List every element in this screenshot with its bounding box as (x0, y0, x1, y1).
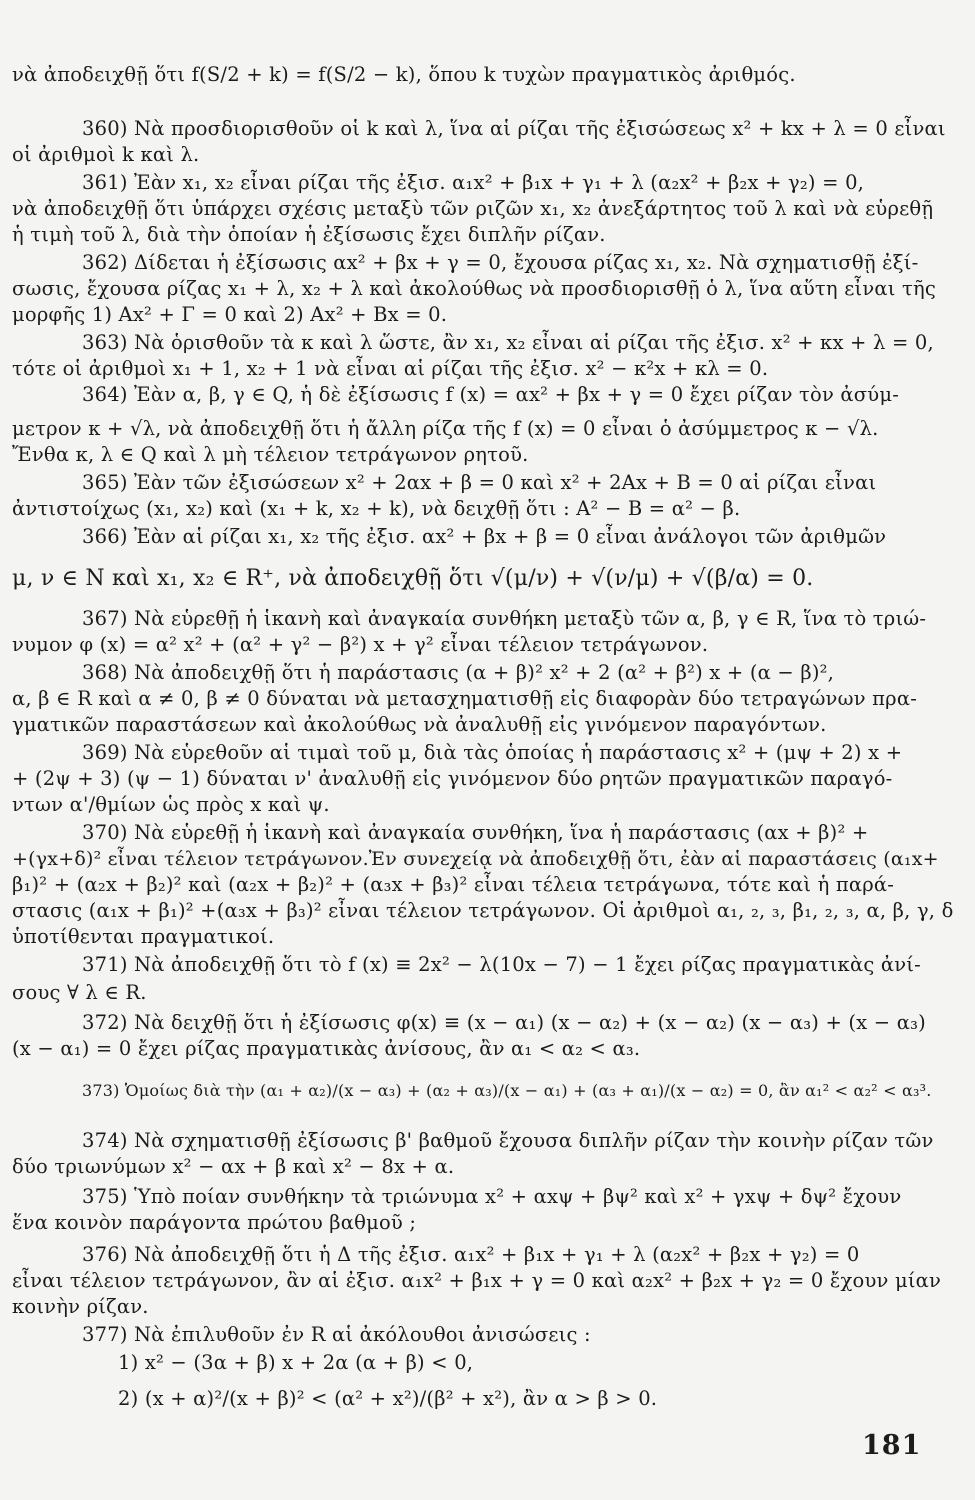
page-number: 181 (862, 1430, 922, 1461)
text-line: Ἔνθα κ, λ ∈ Q καὶ λ μὴ τέλειον τετράγωνον ρητοῦ. (12, 443, 529, 466)
text-line: 373) Ὁμοίως διὰ τὴν (α₁ + α₂)/(x − α₃) + (α₂ + α₃)/(x − α₁) + (α₃ + α₁)/(x − α₂) = 0, ἂν α₁² < α₂² < α₃³. (82, 1081, 932, 1100)
text-line: κοινὴν ρίζαν. (12, 1295, 149, 1318)
text-line: 365) Ἐὰν τῶν ἐξισώσεων x² + 2αx + β = 0 καὶ x² + 2Ax + B = 0 αἱ ρίζαι εἶναι (82, 471, 877, 494)
text-line: α, β ∈ R καὶ α ≠ 0, β ≠ 0 δύναται νὰ μετασχηματισθῇ εἰς διαφορὰν δύο τετραγώνων πρα- (12, 687, 918, 710)
text-line: 366) Ἐὰν αἱ ρίζαι x₁, x₂ τῆς ἐξισ. αx² + βx + β = 0 εἶναι ἀνάλογοι τῶν ἀριθμῶν (82, 525, 887, 548)
text-line: νὰ ἀποδειχθῇ ὅτι f(S/2 + k) = f(S/2 − k), ὅπου k τυχὼν πραγματικὸς ἀριθμός. (12, 63, 796, 86)
text-line: σωσις, ἔχουσα ρίζας x₁ + λ, x₂ + λ καὶ ἀκολούθως νὰ προσδιορισθῇ ὁ λ, ἵνα αὕτη εἶναι τῆς (12, 277, 937, 300)
text-line: ἕνα κοινὸν παράγοντα πρώτου βαθμοῦ ; (12, 1211, 417, 1234)
text-line: 376) Νὰ ἀποδειχθῇ ὅτι ἡ Δ τῆς ἐξισ. α₁x² + β₁x + γ₁ + λ (α₂x² + β₂x + γ₂) = 0 (82, 1243, 860, 1266)
text-line: στασις (α₁x + β₁)² +(α₃x + β₃)² εἶναι τέλειον τετράγωνον. Οἱ ἀριθμοὶ α₁, ₂, ₃, β₁, ₂, ₃, α, β, γ, δ (12, 899, 954, 922)
text-line: (x − α₁) = 0 ἔχει ρίζας πραγματικὰς ἀνίσους, ἂν α₁ < α₂ < α₃. (12, 1037, 641, 1060)
text-line: +(γx+δ)² εἶναι τέλειον τετράγωνον.Ἐν συνεχείᾳ νὰ ἀποδειχθῇ ὅτι, ἐὰν αἱ παραστάσεις (α₁x+ (12, 848, 939, 870)
text-line: μ, ν ∈ N καὶ x₁, x₂ ∈ R⁺, νὰ ἀποδειχθῇ ὅτι √(μ/ν) + √(ν/μ) + √(β/α) = 0. (12, 566, 814, 591)
text-line: 363) Νὰ ὁρισθοῦν τὰ κ καὶ λ ὥστε, ἂν x₁, x₂ εἶναι αἱ ρίζαι τῆς ἐξισ. x² + κx + λ = 0, (82, 331, 934, 354)
text-line: οἱ ἀριθμοὶ k καὶ λ. (12, 143, 200, 166)
text-line: γματικῶν παραστάσεων καὶ ἀκολούθως νὰ ἀναλυθῇ εἰς γινόμενον παραγόντων. (12, 713, 827, 736)
text-line: σους ∀ λ ∈ R. (12, 981, 147, 1004)
text-line: ντων α'/θμίων ὡς πρὸς x καὶ ψ. (12, 793, 330, 816)
text-line: 374) Νὰ σχηματισθῇ ἐξίσωσις β' βαθμοῦ ἔχουσα διπλῆν ρίζαν τὴν κοινὴν ρίζαν τῶν (82, 1129, 934, 1152)
text-line: β₁)² + (α₂x + β₂)² καὶ (α₂x + β₂)² + (α₃x + β₃)² εἶναι τέλεια τετράγωνα, τότε καὶ ἡ παρά- (12, 873, 895, 896)
text-line: 361) Ἐὰν x₁, x₂ εἶναι ρίζαι τῆς ἐξισ. α₁x² + β₁x + γ₁ + λ (α₂x² + β₂x + γ₂) = 0, (82, 171, 865, 194)
text-line: 371) Νὰ ἀποδειχθῇ ὅτι τὸ f (x) ≡ 2x² − λ(10x − 7) − 1 ἔχει ρίζας πραγματικὰς ἀνί- (82, 953, 921, 976)
text-line: 2) (x + α)²/(x + β)² < (α² + x²)/(β² + x²), ἂν α > β > 0. (118, 1387, 658, 1410)
text-line: νυμον φ (x) = α² x² + (α² + γ² − β²) x + γ² εἶναι τέλειον τετράγωνον. (12, 633, 709, 656)
text-line: εἶναι τέλειον τετράγωνον, ἂν αἱ ἐξισ. α₁x² + β₁x + γ = 0 καὶ α₂x² + β₂x + γ₂ = 0 ἔχουν μίαν (12, 1269, 942, 1292)
text-line: ἡ τιμὴ τοῦ λ, διὰ τὴν ὁποίαν ἡ ἐξίσωσις ἔχει διπλῆν ρίζαν. (12, 223, 606, 246)
text-line: νὰ ἀποδειχθῇ ὅτι ὑπάρχει σχέσις μεταξὺ τῶν ριζῶν x₁, x₂ ἀνεξάρτητος τοῦ λ καὶ νὰ εὑρεθῇ (12, 197, 934, 220)
text-line: 367) Νὰ εὑρεθῇ ἡ ἱκανὴ καὶ ἀναγκαία συνθήκη μεταξὺ τῶν α, β, γ ∈ R, ἵνα τὸ τριώ- (82, 607, 927, 630)
text-line: 362) Δίδεται ἡ ἐξίσωσις αx² + βx + γ = 0, ἔχουσα ρίζας x₁, x₂. Νὰ σχηματισθῇ ἐξί- (82, 251, 919, 274)
text-line: ἀντιστοίχως (x₁, x₂) καὶ (x₁ + k, x₂ + k), νὰ δειχθῇ ὅτι : A² − B = α² − β. (12, 497, 741, 520)
text-line: 364) Ἐὰν α, β, γ ∈ Q, ἡ δὲ ἐξίσωσις f (x) = αx² + βx + γ = 0 ἔχει ρίζαν τὸν ἀσύμ- (82, 383, 900, 406)
text-line: 1) x² − (3α + β) x + 2α (α + β) < 0, (118, 1351, 474, 1374)
text-line: 360) Νὰ προσδιορισθοῦν οἱ k καὶ λ, ἵνα αἱ ρίζαι τῆς ἐξισώσεως x² + kx + λ = 0 εἶναι (82, 117, 946, 140)
text-line: 368) Νὰ ἀποδειχθῇ ὅτι ἡ παράστασις (α + β)² x² + 2 (α² + β²) x + (α − β)², (82, 661, 835, 684)
text-line: δύο τριωνύμων x² − αx + β καὶ x² − 8x + α. (12, 1155, 455, 1178)
text-line: 375) Ὑπὸ ποίαν συνθήκην τὰ τριώνυμα x² + αxψ + βψ² καὶ x² + γxψ + δψ² ἔχουν (82, 1185, 902, 1208)
text-line: ὑποτίθενται πραγματικοί. (12, 925, 275, 948)
text-line: 377) Νὰ ἐπιλυθοῦν ἐν R αἱ ἀκόλουθοι ἀνισώσεις : (82, 1323, 591, 1346)
text-line: 372) Νὰ δειχθῇ ὅτι ἡ ἐξίσωσις φ(x) ≡ (x − α₁) (x − α₂) + (x − α₂) (x − α₃) + (x − α₃) (82, 1011, 926, 1034)
text-line: 369) Νὰ εὑρεθοῦν αἱ τιμαὶ τοῦ μ, διὰ τὰς ὁποίας ἡ παράστασις x² + (μψ + 2) x + (82, 741, 903, 764)
text-line: 370) Νὰ εὑρεθῇ ἡ ἱκανὴ καὶ ἀναγκαία συνθήκη, ἵνα ἡ παράστασις (αx + β)² + (82, 821, 869, 844)
text-line: + (2ψ + 3) (ψ − 1) δύναται ν' ἀναλυθῇ εἰς γινόμενον δύο ρητῶν πραγματικῶν παραγό- (12, 767, 893, 790)
text-line: μετρον κ + √λ, νὰ ἀποδειχθῇ ὅτι ἡ ἄλλη ρίζα τῆς f (x) = 0 εἶναι ὁ ἀσύμμετρος κ − √λ. (12, 417, 879, 440)
text-line: τότε οἱ ἀριθμοὶ x₁ + 1, x₂ + 1 νὰ εἶναι αἱ ρίζαι τῆς ἐξισ. x² − κ²x + κλ = 0. (12, 357, 769, 380)
text-line: μορφῆς 1) Ax² + Γ = 0 καὶ 2) Ax² + Bx = 0. (12, 303, 448, 326)
